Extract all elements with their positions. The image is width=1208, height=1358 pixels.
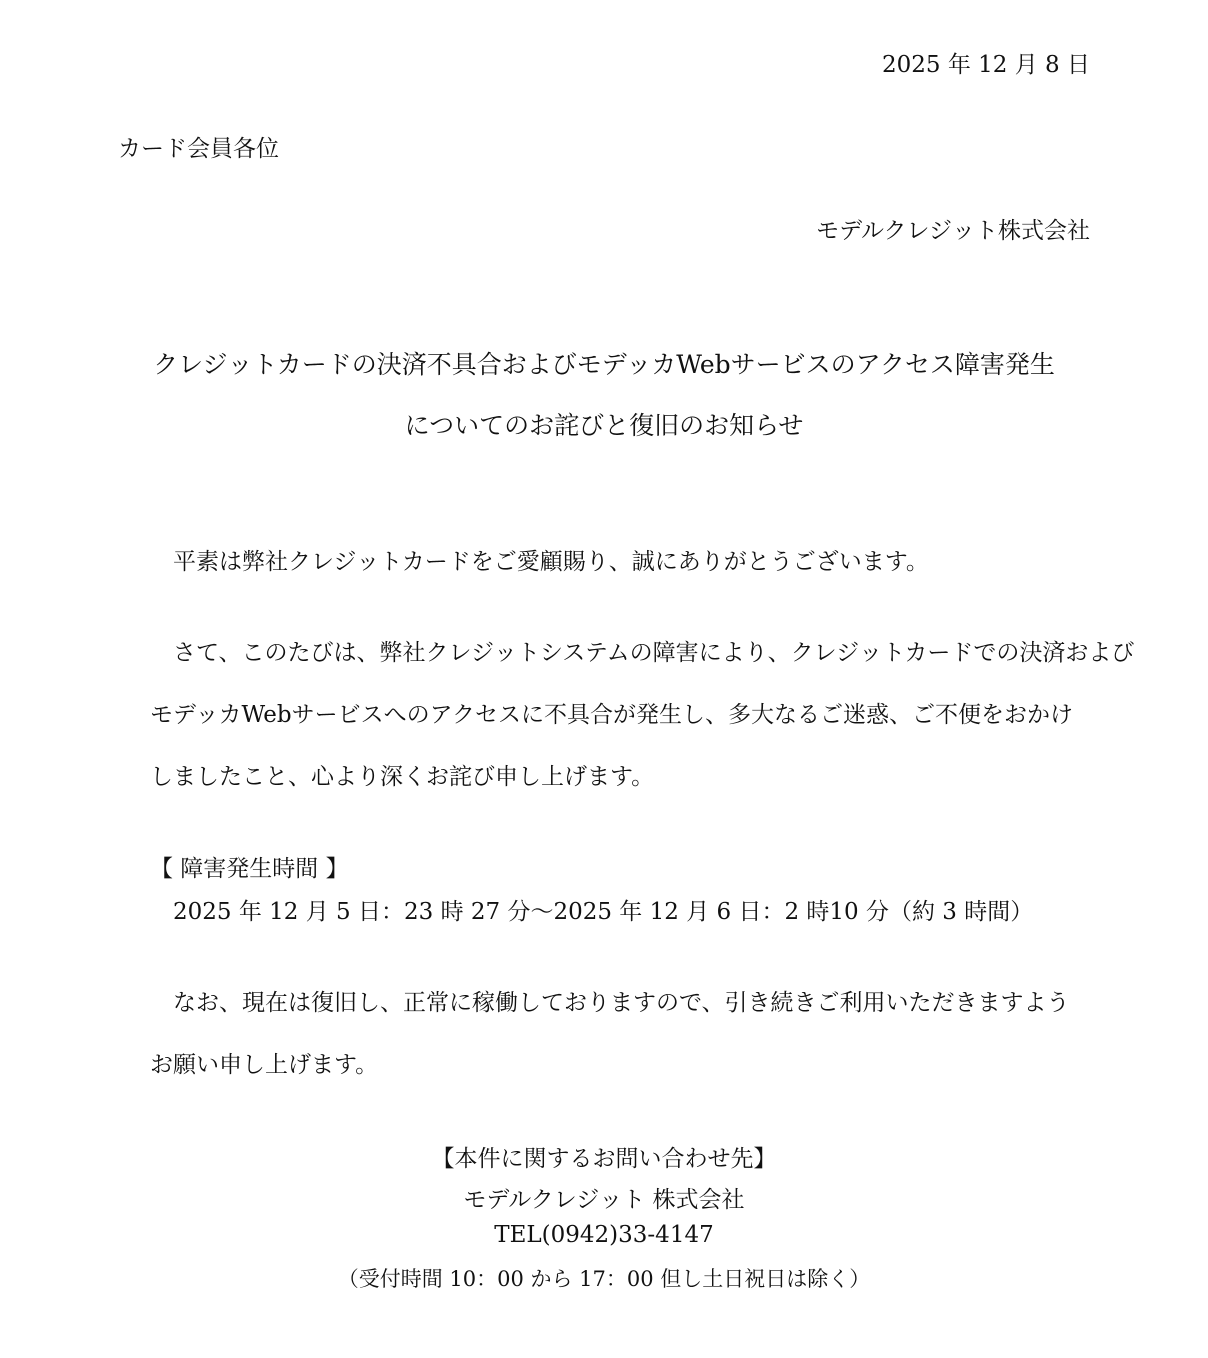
document-date: 2025 年 12 月 8 日 <box>882 52 1090 78</box>
contact-heading: 【本件に関するお問い合わせ先】 <box>431 1146 777 1172</box>
closing-line: なお、現在は復旧し、正常に稼働しておりますので、引き続きご利用いただきますよう <box>150 990 1070 1016</box>
contact-company: モデルクレジット 株式会社 <box>463 1187 745 1213</box>
notice-title-line-2: についてのお詫びと復旧のお知らせ <box>404 411 804 440</box>
apology-line: モデッカWebサービスへのアクセスに不具合が発生し、多大なるご迷惑、ご不便をおかけ <box>150 702 1073 728</box>
recipient: カード会員各位 <box>118 136 279 162</box>
greeting-paragraph: 平素は弊社クレジットカードをご愛顧賜り、誠にありがとうございます。 <box>150 549 929 575</box>
closing-line: お願い申し上げます。 <box>150 1052 379 1078</box>
notice-title-line-1: クレジットカードの決済不具合およびモデッカWebサービスのアクセス障害発生 <box>153 350 1055 379</box>
apology-line: さて、このたびは、弊社クレジットシステムの障害により、クレジットカードでの決済および <box>150 640 1135 666</box>
contact-hours: （受付時間 10：00 から 17：00 但し土日祝日は除く） <box>337 1267 871 1291</box>
outage-time: 2025 年 12 月 5 日：23 時 27 分～2025 年 12 月 6 日：2 時10 分（約 3 時間） <box>150 899 1034 925</box>
contact-tel: TEL(0942)33-4147 <box>494 1222 714 1248</box>
outage-heading: 【 障害発生時間 】 <box>150 856 349 882</box>
sender-company: モデルクレジット株式会社 <box>816 218 1090 244</box>
apology-line: しましたこと、心より深くお詫び申し上げます。 <box>150 764 655 790</box>
